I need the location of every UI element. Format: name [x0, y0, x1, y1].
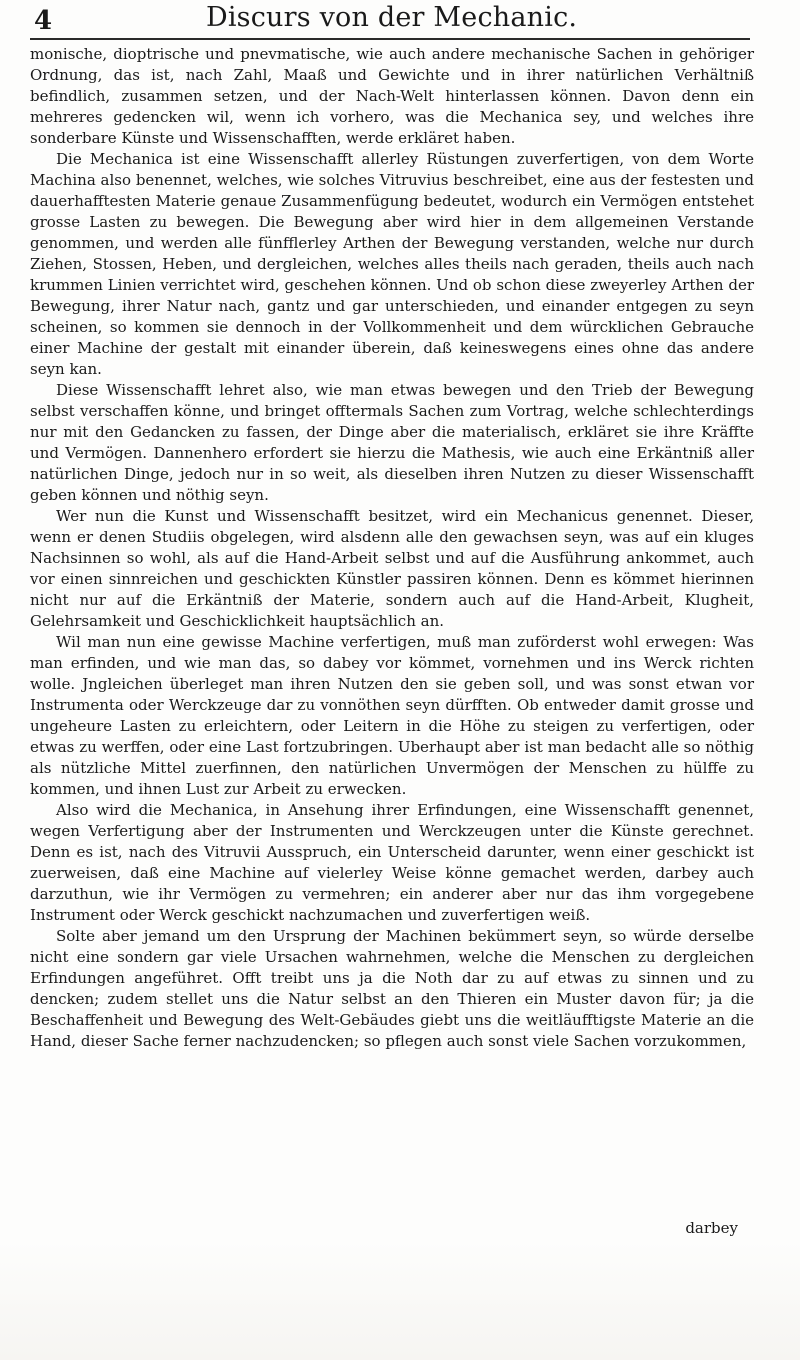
paragraph-science-vs-art: Also wird die Mechanica, in Ansehung ihrer Erfindungen, eine Wissenschafft genennet, wegen Verfertigung aber der Instrumenten und Werckzeugen unter die Künste gerechnet. Denn es ist, nach des Vitruvii Ausspruch, ein Unterscheid darunter, wenn einer geschickt ist zuerweisen, daß eine Machine auf vielerley Weise könne gemachet werden, darbey auch darzuthun, wie ihr Vermögen zu vermehren; ein anderer aber nur das ihm vorgegebene Instrument oder Werck geschickt nachzumachen und zuverfertigen weiß. — [30, 801, 754, 924]
header-rule — [30, 38, 750, 40]
catchword: darbey — [685, 1219, 738, 1237]
paragraph-machine-design: Wil man nun eine gewisse Machine verfertigen, muß man zuförderst wohl erwegen: Was man erfinden, und wie man das, so dabey vor kömmet, vornehmen und ins Werck richten wolle. Jngleichen überleget man ihren Nutzen den sie geben soll, und was sonst etwan vor Instrumenta oder Werckzeuge dar zu vonnöthen seyn dürfften. Ob entweder damit grosse und ungeheure Lasten zu erleichtern, oder Leitern in die Höhe zu steigen zu verfertigen, oder etwas zu werffen, oder eine Last fortzubringen. Uberhaupt aber ist man bedacht alle so nöthig als nützliche Mittel zuerfinnen, den natürlichen Unvermögen der Menschen zu hülffe zu kommen, und ihnen Lust zur Arbeit zu erwecken. — [30, 633, 754, 798]
paragraph-mechanica-definition: Die Mechanica ist eine Wissenschafft allerley Rüstungen zuverfertigen, von dem Worte Machina also benennet, welches, wie solches Vitruvius beschreibet, eine aus der festesten und dauerhafftesten Materie genaue Zusammenfügung bedeutet, wodurch ein Vermögen entstehet grosse Lasten zu bewegen. Die Bewegung aber wird hier in dem allgemeinen Verstande genommen, und werden alle fünfflerley Arthen der Bewegung verstanden, welche nur durch Ziehen, Stossen, Heben, und dergleichen, welches alles theils nach geraden, theils auch nach krummen Linien verrichtet wird, geschehen können. Und ob schon diese zweyerley Arthen der Bewegung, ihrer Natur nach, gantz und gar unterschieden, und einander entgegen zu seyn scheinen, so kommen sie dennoch in der Vollkommenheit und dem würcklichen Gebrauche einer Machine der gestalt mit einander überein, daß keineswegens eines ohne das andere seyn kan. — [30, 150, 754, 378]
body-text — [30, 44, 754, 1052]
paragraph-mechanicus: Wer nun die Kunst und Wissenschafft besitzet, wird ein Mechanicus genennet. Dieser, wenn er denen Studiis obgelegen, wird alsdenn alle den gewachsen seyn, was auf ein kluges Nachsinnen so wohl, als auf die Hand-Arbeit selbst und auf die Ausführung ankommet, auch vor einen sinnreichen und geschickten Künstler passiren können. Denn es kömmet hierinnen nicht nur auf die Erkäntniß der Materie, sondern auch auf die Hand-Arbeit, Klugheit, Gelehrsamkeit und Geschicklichkeit hauptsächlich an. — [30, 507, 754, 630]
paragraph-science-teaches: Diese Wissenschafft lehret also, wie man etwas bewegen und den Trieb der Bewegung selbst verschaffen könne, und bringet offtermals Sachen zum Vortrag, welche schlechterdings nur mit den Gedancken zu fassen, der Dinge aber die materialisch, erkläret sie ihre Kräffte und Vermögen. Dannenhero erfordert sie hierzu die Mathesis, wie auch eine Erkäntniß aller natürlichen Dinge, jedoch nur in so weit, als dieselben ihren Nutzen zu dieser Wissenschafft geben können und nöthig seyn. — [30, 381, 754, 504]
paragraph-continuation: monische, dioptrische und pnevmatische, wie auch andere mechanische Sachen in gehöriger Ordnung, das ist, nach Zahl, Maaß und Gewichte und in ihrer natürlichen Verhältniß befindlich, zusammen setzen, und der Nach-Welt hinterlassen können. Davon denn ein mehreres gedencken wil, wenn ich vorhero, was die Mechanica sey, und welches ihre sonderbare Künste und Wissenschafften, werde erkläret haben. — [30, 45, 754, 147]
paragraph-origin-of-machines: Solte aber jemand um den Ursprung der Machinen bekümmert seyn, so würde derselbe nicht eine sondern gar viele Ursachen wahrnehmen, welche die Menschen zu dergleichen Erfindungen angeführet. Offt treibt uns ja die Noth dar zu auf etwas zu sinnen und zu dencken; zudem stellet uns die Natur selbst an den Thieren ein Muster davon für; ja die Beschaffenheit und Bewegung des Welt-Gebäudes giebt uns die weitläufftigste Materie an die Hand, dieser Sache ferner nachzudencken; so pflegen auch sonst viele Sachen vorzukommen, — [30, 927, 754, 1050]
running-head: Discurs von der Mechanic. — [206, 2, 578, 33]
page-number: 4 — [34, 6, 53, 36]
page-header — [30, 2, 750, 36]
page-bottom-margin — [0, 1240, 800, 1360]
